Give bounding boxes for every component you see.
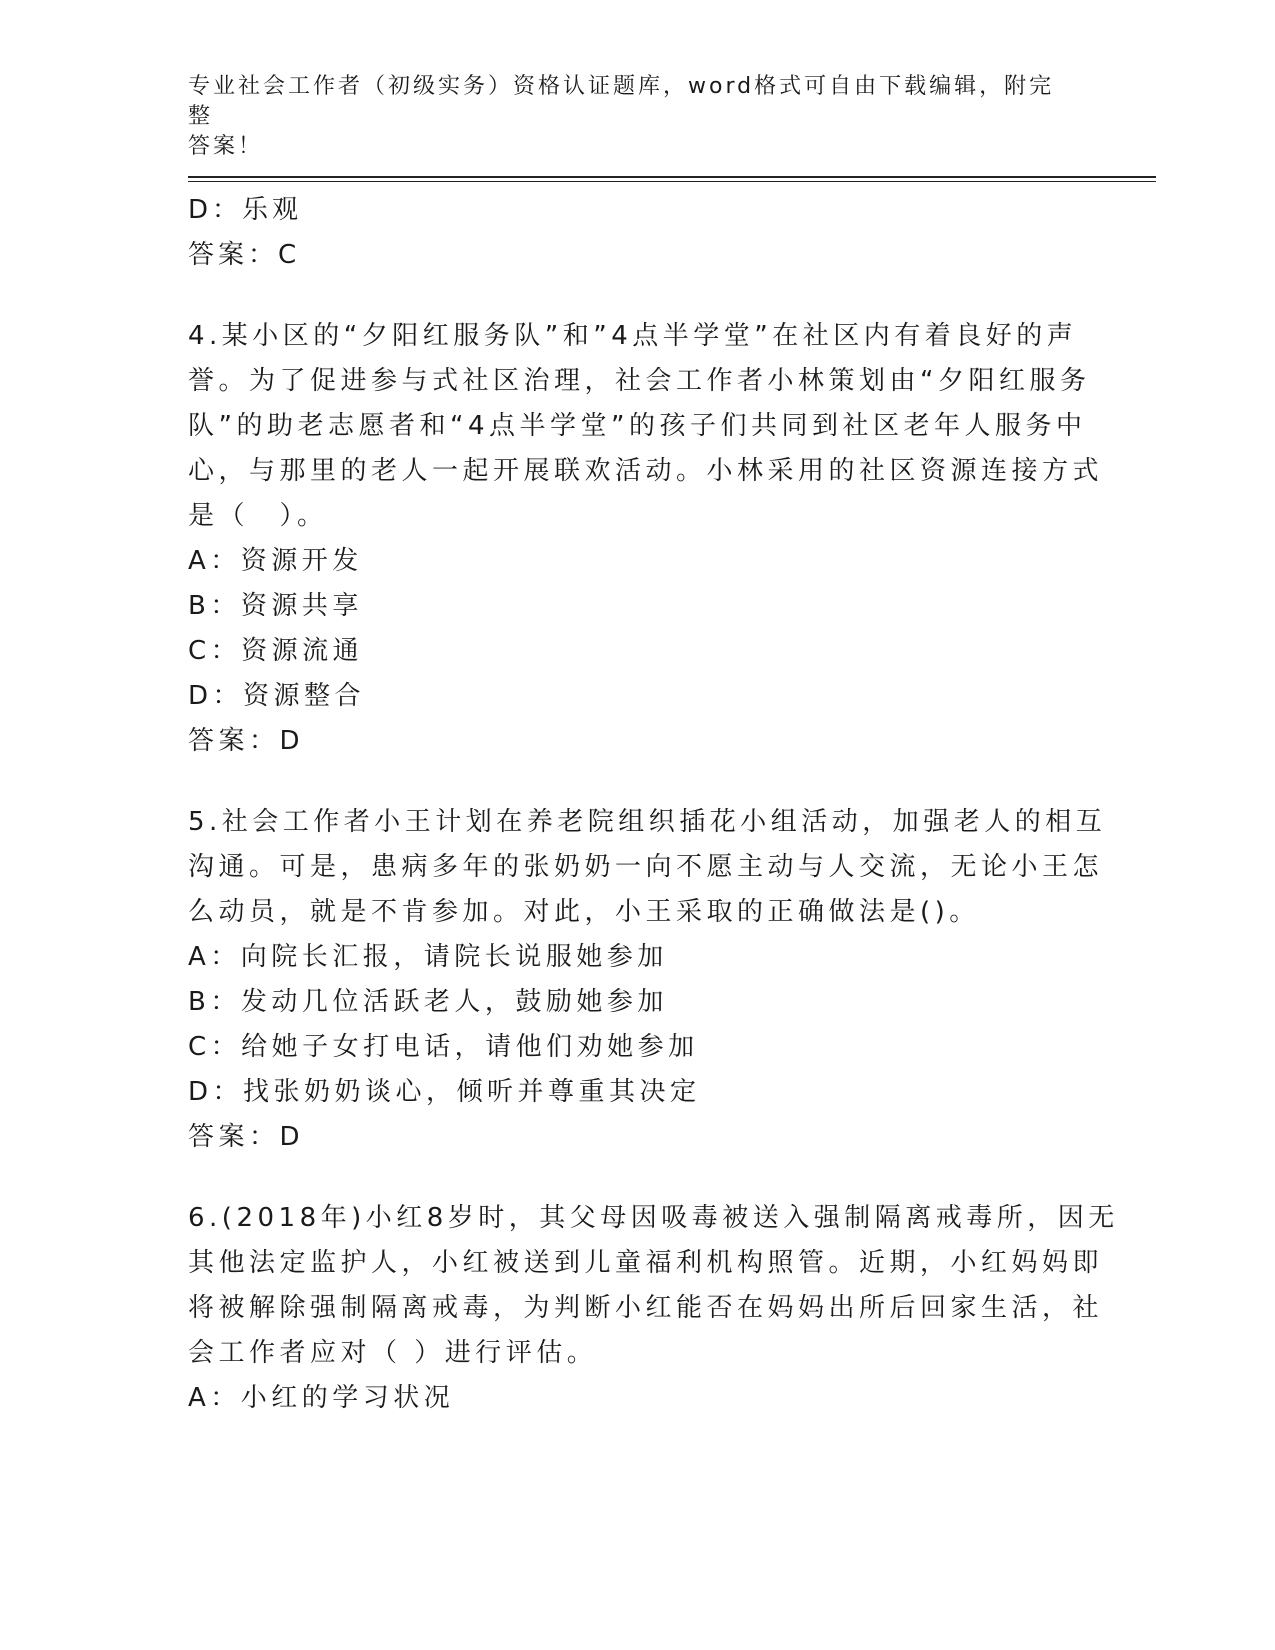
- spacer: [188, 278, 1078, 314]
- option-b: B：发动几位活跃老人，鼓励她参加: [188, 987, 668, 1017]
- document-header: [188, 72, 1068, 162]
- option-a: A：向院长汇报，请院长说服她参加: [188, 942, 668, 972]
- option-b: B：资源共享: [188, 591, 363, 621]
- spacer: [188, 1160, 1078, 1196]
- header-divider-thin: [188, 181, 1156, 182]
- header-line-1: 专业社会工作者（初级实务）资格认证题库，word格式可自由下载编辑，附完整: [188, 74, 1055, 129]
- header-line-2: 答案！: [188, 134, 264, 159]
- option-c: C：资源流通: [188, 636, 364, 666]
- answer-label: 答案：D: [188, 1122, 305, 1152]
- document-body: [188, 188, 1119, 1421]
- spacer: [188, 764, 1078, 800]
- option-c: C：给她子女打电话，请他们劝她参加: [188, 1032, 699, 1062]
- question-text-line: 4.某小区的“夕阳红服务队”和”4点半学堂”在社区内有着良好的声: [188, 321, 1078, 351]
- question-text-line: 沟通。可是，患病多年的张奶奶一向不愿主动与人交流，无论小王怎: [188, 852, 1104, 882]
- question-6: [188, 1196, 1119, 1421]
- question-text-line: 会工作者应对（ ）进行评估。: [188, 1338, 598, 1368]
- option-d: D：资源整合: [188, 681, 366, 711]
- question-5: [188, 800, 1107, 1160]
- question-text-line: 誉。为了促进参与式社区治理，社会工作者小林策划由“夕阳红服务: [188, 366, 1091, 396]
- question-text-line: 心，与那里的老人一起开展联欢活动。小林采用的社区资源连接方式: [188, 456, 1104, 486]
- option-d: D：乐观: [188, 195, 303, 225]
- question-text-line: 将被解除强制隔离戒毒，为判断小红能否在妈妈出所后回家生活，社: [188, 1293, 1104, 1323]
- answer-label: 答案：D: [188, 726, 305, 756]
- option-a: A：资源开发: [188, 546, 363, 576]
- question-text-line: 其他法定监护人，小红被送到儿童福利机构照管。近期，小红妈妈即: [188, 1248, 1104, 1278]
- question-text-line: 队”的助老志愿者和“4点半学堂”的孩子们共同到社区老年人服务中: [188, 411, 1087, 441]
- question-text-line: 是（ ）。: [188, 501, 328, 531]
- question-text-line: 6.(2018年)小红8岁时，其父母因吸毒被送入强制隔离戒毒所，因无: [188, 1203, 1119, 1233]
- option-d: D：找张奶奶谈心，倾听并尊重其决定: [188, 1077, 701, 1107]
- header-divider: [188, 176, 1156, 178]
- question-4: [188, 314, 1104, 764]
- option-a: A：小红的学习状况: [188, 1383, 455, 1413]
- answer-label: 答案：C: [188, 240, 301, 270]
- question-text-line: 5.社会工作者小王计划在养老院组织插花小组活动，加强老人的相互: [188, 807, 1107, 837]
- question-text-line: 么动员，就是不肯参加。对此，小王采取的正确做法是()。: [188, 897, 980, 927]
